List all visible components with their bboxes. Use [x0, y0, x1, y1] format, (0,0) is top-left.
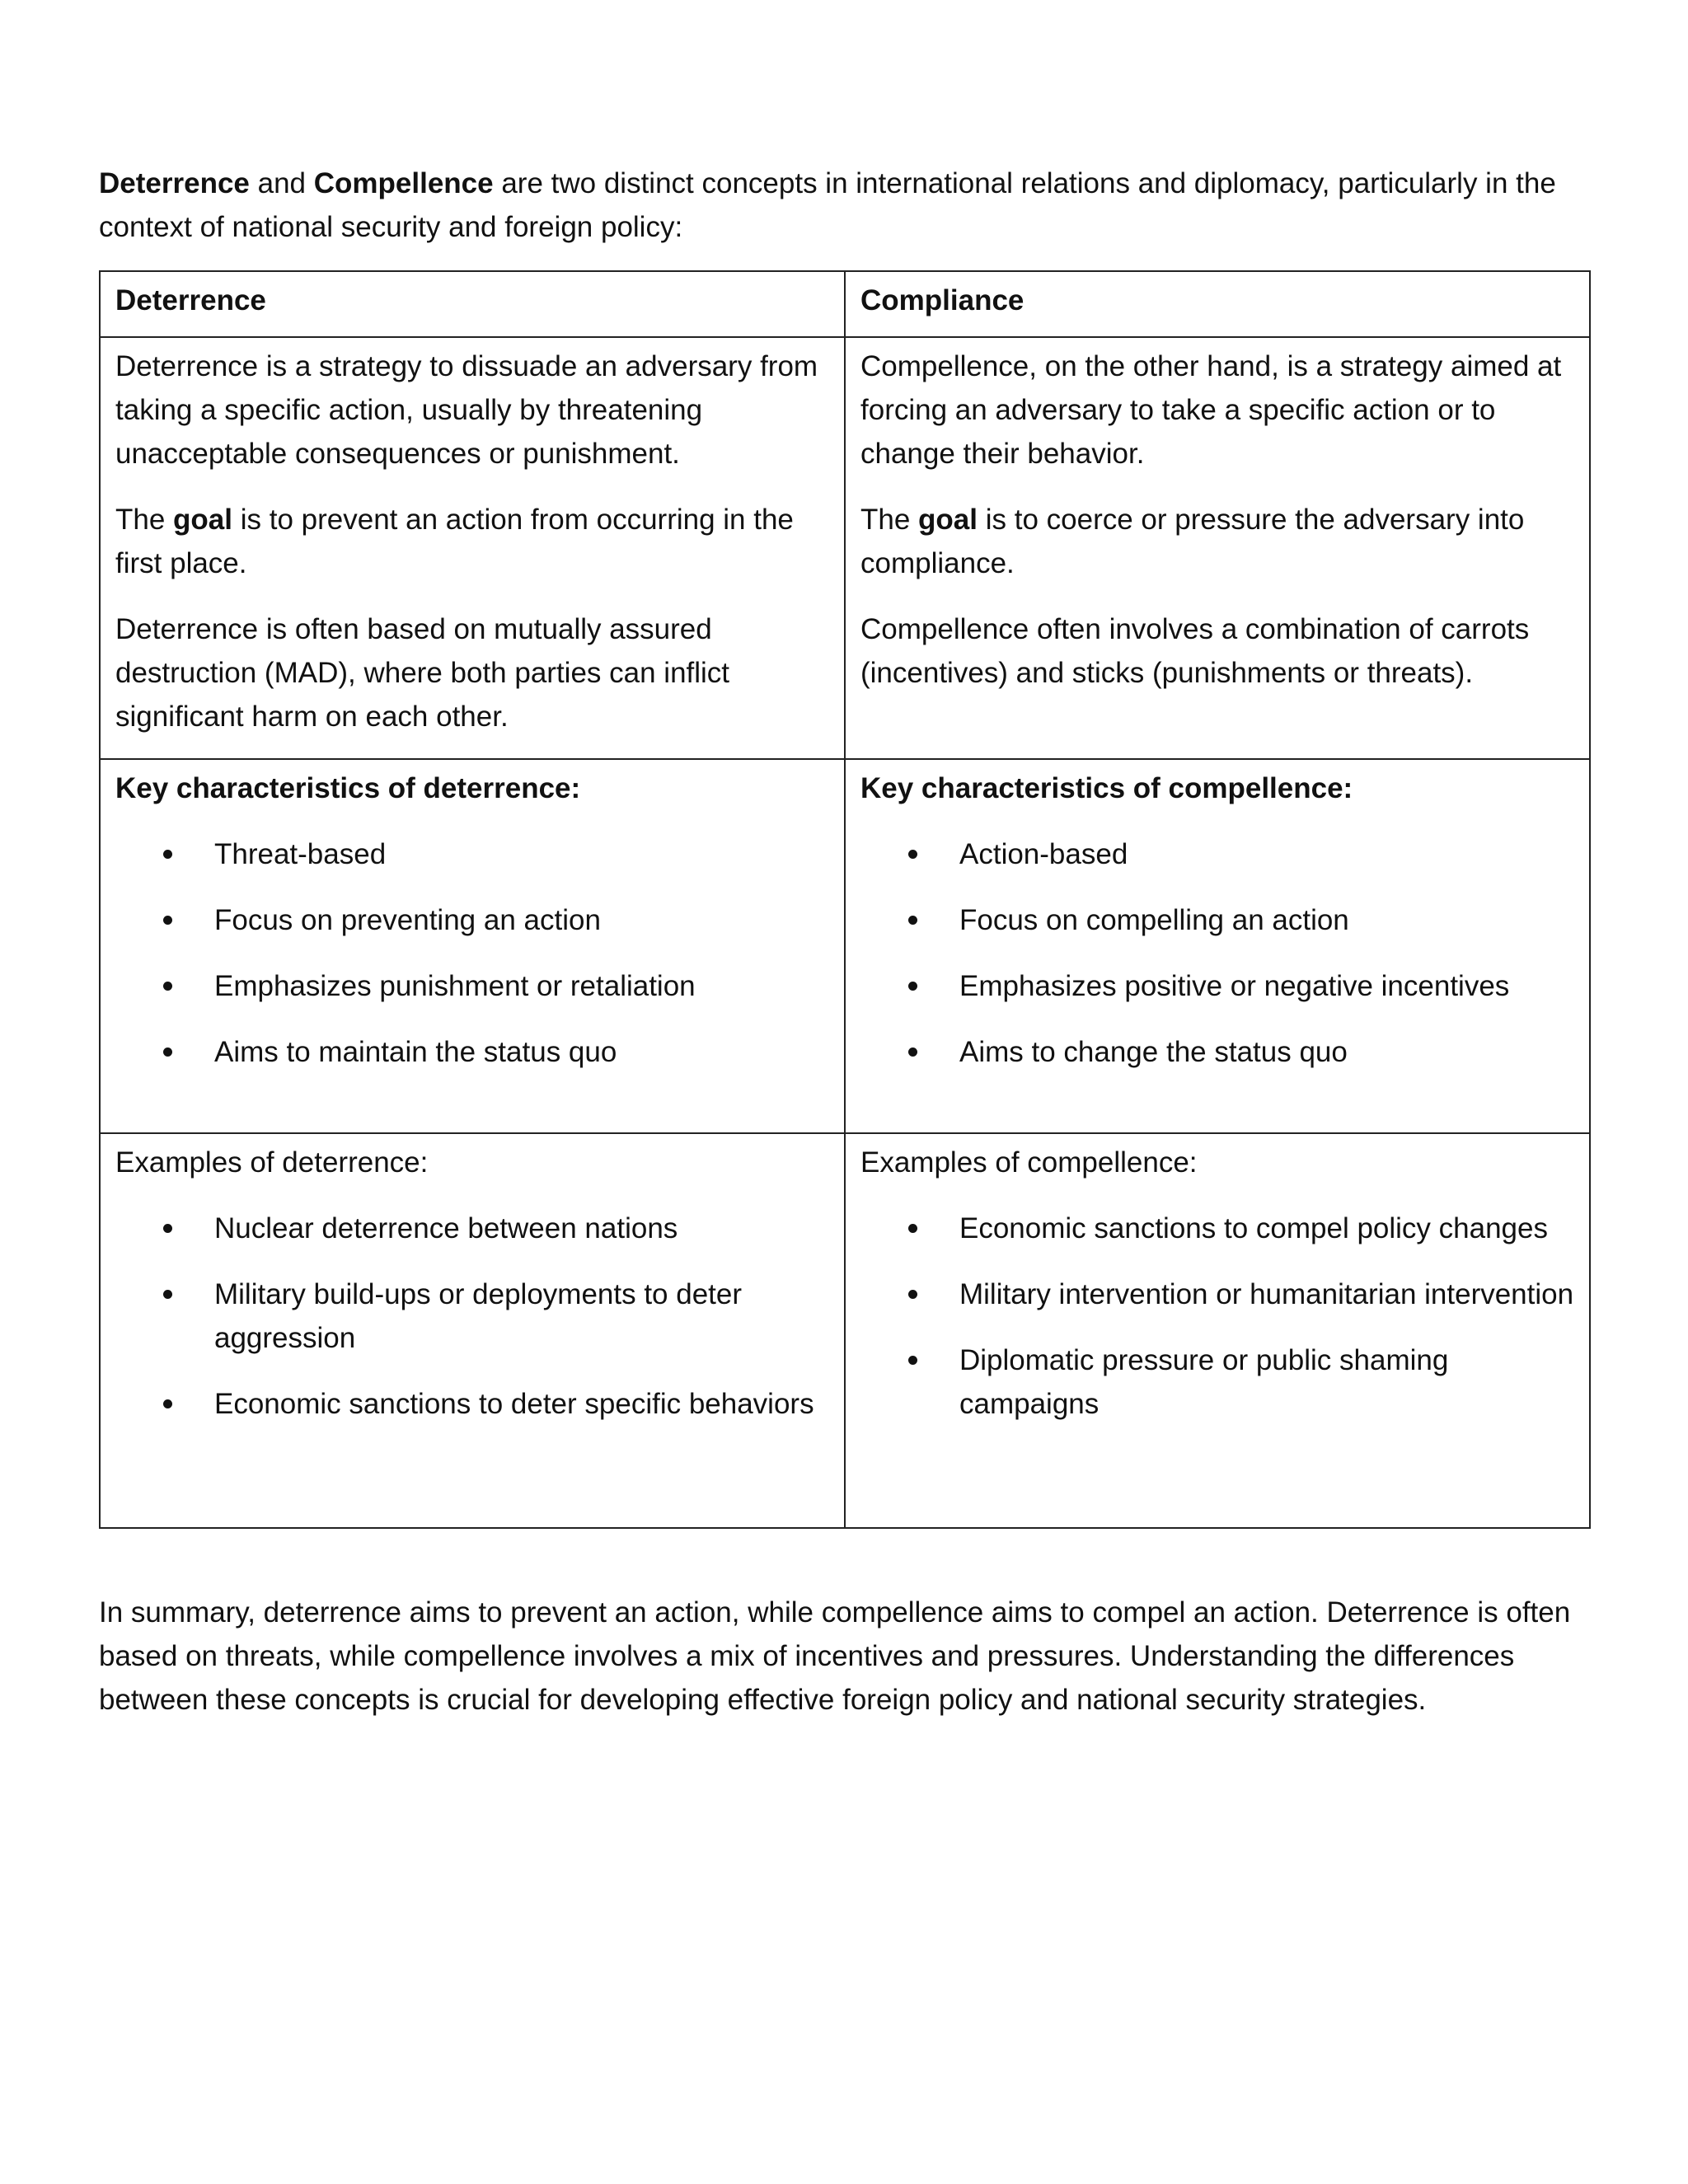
bullet-icon — [163, 1224, 172, 1233]
list-item-text: Aims to change the status quo — [959, 1036, 1348, 1068]
list-item-text: Economic sanctions to compel policy changes — [959, 1212, 1548, 1244]
list-item — [115, 1272, 831, 1360]
compellence-examples-list — [860, 1207, 1576, 1426]
goal-prefix: The — [115, 504, 174, 536]
bullet-icon — [163, 916, 172, 925]
list-item-text: Action-based — [959, 838, 1128, 870]
document-page — [99, 162, 1591, 1722]
bullet-icon — [908, 1047, 917, 1057]
bullet-icon — [908, 916, 917, 925]
intro-rest: are two distinct concepts in international relations and diplomacy, particularly in the context of national security and foreign policy: — [99, 167, 1556, 243]
bullet-icon — [908, 1356, 917, 1365]
table-header-row — [100, 271, 1590, 337]
compellence-definition: Compellence, on the other hand, is a strategy aimed at forcing an adversary to take a specific action or to change their behavior. — [860, 350, 1562, 470]
characteristics-cell-compellence — [845, 759, 1590, 1133]
list-item — [860, 832, 1576, 876]
list-item-text: Diplomatic pressure or public shaming campaigns — [959, 1344, 1449, 1420]
deterrence-examples-title: Examples of deterrence: — [115, 1146, 429, 1179]
list-item — [860, 964, 1576, 1008]
intro-conjunction: and — [249, 167, 314, 199]
compellence-examples-title: Examples of compellence: — [860, 1146, 1198, 1179]
header-cell-deterrence: Deterrence — [100, 271, 845, 337]
list-item-text: Nuclear deterrence between nations — [214, 1212, 678, 1244]
bullet-icon — [908, 850, 917, 859]
header-cell-compliance: Compliance — [845, 271, 1590, 337]
intro-term-deterrence: Deterrence — [99, 167, 250, 199]
deterrence-mad-note: Deterrence is often based on mutually assured destruction (MAD), where both parties can inflict significant harm on each other. — [115, 613, 730, 733]
list-item — [115, 1382, 831, 1426]
compellence-characteristics-list — [860, 832, 1576, 1074]
list-item — [115, 1207, 831, 1250]
definition-cell-deterrence — [100, 337, 845, 759]
bullet-icon — [163, 1290, 172, 1299]
bullet-icon — [163, 1047, 172, 1057]
list-item — [860, 1207, 1576, 1250]
list-item-text: Focus on preventing an action — [214, 904, 601, 936]
examples-cell-deterrence — [100, 1133, 845, 1528]
list-item-text: Focus on compelling an action — [959, 904, 1349, 936]
list-item — [860, 898, 1576, 942]
goal-text: is to coerce or pressure the adversary into compliance. — [860, 504, 1525, 579]
bullet-icon — [908, 982, 917, 991]
table-row-characteristics — [100, 759, 1590, 1133]
list-item-text: Aims to maintain the status quo — [214, 1036, 617, 1068]
list-item-text: Military build-ups or deployments to deter aggression — [214, 1278, 743, 1354]
list-item — [115, 964, 831, 1008]
deterrence-definition: Deterrence is a strategy to dissuade an adversary from taking a specific action, usually by threatening unacceptable consequences or punishment. — [115, 350, 818, 470]
intro-term-compellence: Compellence — [313, 167, 494, 199]
compellence-characteristics-title: Key characteristics of compellence: — [860, 772, 1353, 804]
list-item-text: Economic sanctions to deter specific behaviors — [214, 1388, 814, 1420]
list-item — [860, 1338, 1576, 1426]
comparison-table — [99, 270, 1591, 1529]
compellence-goal — [860, 498, 1576, 585]
bullet-icon — [163, 982, 172, 991]
deterrence-examples-list — [115, 1207, 831, 1426]
definition-cell-compellence — [845, 337, 1590, 759]
table-row-definitions — [100, 337, 1590, 759]
list-item — [115, 898, 831, 942]
list-item — [860, 1272, 1576, 1316]
bullet-icon — [163, 850, 172, 859]
deterrence-goal — [115, 498, 831, 585]
bullet-icon — [908, 1224, 917, 1233]
intro-paragraph — [99, 162, 1591, 249]
list-item-text: Military intervention or humanitarian intervention — [959, 1278, 1574, 1310]
list-item — [860, 1030, 1576, 1074]
goal-text: is to prevent an action from occurring in the first place. — [115, 504, 794, 579]
characteristics-cell-deterrence — [100, 759, 845, 1133]
goal-prefix: The — [860, 504, 919, 536]
list-item — [115, 1030, 831, 1074]
list-item-text: Emphasizes positive or negative incentives — [959, 970, 1510, 1002]
bullet-icon — [163, 1399, 172, 1408]
goal-word: goal — [173, 504, 232, 536]
summary-paragraph: In summary, deterrence aims to prevent an action, while compellence aims to compel an action. Deterrence is often based on threats, while compellence involves a mix of incentives and pressures. Understanding the differences between these concepts is crucial for developing effective foreign policy and national security strategies. — [99, 1596, 1571, 1716]
goal-word: goal — [918, 504, 978, 536]
list-item-text: Threat-based — [214, 838, 387, 870]
deterrence-characteristics-title: Key characteristics of deterrence: — [115, 772, 581, 804]
examples-cell-compellence — [845, 1133, 1590, 1528]
table-row-examples — [100, 1133, 1590, 1528]
deterrence-characteristics-list — [115, 832, 831, 1074]
list-item-text: Emphasizes punishment or retaliation — [214, 970, 696, 1002]
list-item — [115, 832, 831, 876]
bullet-icon — [908, 1290, 917, 1299]
compellence-carrots-note: Compellence often involves a combination of carrots (incentives) and sticks (punishments or threats). — [860, 613, 1530, 689]
